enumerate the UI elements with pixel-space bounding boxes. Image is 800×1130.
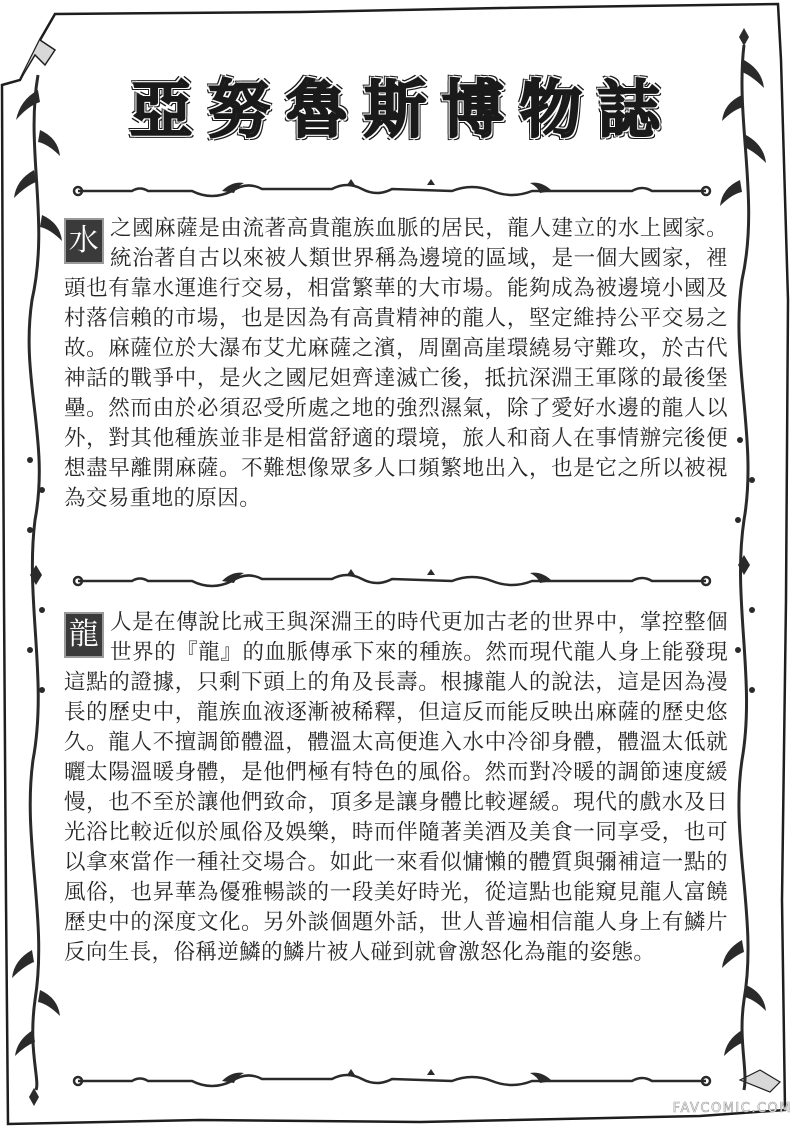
article-section-water-nation xyxy=(64,214,728,514)
section-paragraph: 之國麻薩是由流著高貴龍族血脈的居民，龍人建立的水上國家。統治著自古以來被人類世界稱為邊境的區域，是一個大國家，裡頭也有靠水運進行交易，相當繁華的大市場。能夠成為被邊境小國及村落信賴的市場，也是因為有高貴精神的龍人，堅定維持公平交易之故。麻薩位於大瀑布艾尤麻薩之濱，周圍高崖環繞易守難攻，於古代神話的戰爭中，是火之國尼妲齊達滅亡後，抵抗深淵王軍隊的最後堡壘。然而由於必須忍受所處之地的強烈濕氣，除了愛好水邊的龍人以外，對其他種族並非是相當舒適的環境，旅人和商人在事情辦完後便想盡早離開麻薩。不難想像眾多人口頻繁地出入，也是它之所以被視為交易重地的原因。 xyxy=(64,216,728,511)
section-paragraph: 人是在傳說比戒王與深淵王的時代更加古老的世界中，掌控整個世界的『龍』的血脈傳承下來的種族。然而現代龍人身上能發現這點的證據，只剩下頭上的角及長壽。根據龍人的說法，這是因為漫長的歷史中，龍族血液逐漸被稀釋，但這反而能反映出麻薩的歷史悠久。龍人不擅調節體溫，體溫太高便進入水中冷卻身體，體溫太低就曬太陽溫暖身體，是他們極有特色的風俗。然而對冷暖的調節速度緩慢，也不至於讓他們致命，頂多是讓身體比較遲緩。現代的戲水及日光浴比較近似於風俗及娛樂，時而伴隨著美酒及美食一同享受，也可以拿來當作一種社交場合。如此一來看似慵懶的體質與彌補這一點的風俗，也昇華為優雅暢談的一段美好時光，從這點也能窺見龍人富饒歷史中的深度文化。另外談個題外話，世人普遍相信龍人身上有鱗片反向生長，俗稱逆鱗的鱗片被人碰到就會激怒化為龍的姿態。 xyxy=(64,610,728,965)
article-section-dragonkin xyxy=(64,608,728,968)
title-char: 魯 xyxy=(285,73,348,146)
ornamental-divider-icon xyxy=(72,569,712,591)
title-char: 誌 xyxy=(597,73,660,146)
watermark: FAVCOMIC.COM xyxy=(672,1101,792,1116)
dropcap: 水 xyxy=(64,218,104,264)
title-char: 斯 xyxy=(363,73,426,146)
page-title xyxy=(130,68,660,152)
title-char: 博 xyxy=(441,73,504,146)
title-char: 亞 xyxy=(130,73,193,146)
dropcap: 龍 xyxy=(64,612,104,658)
title-char: 努 xyxy=(207,73,270,146)
ornamental-divider-icon xyxy=(72,1069,712,1091)
title-char: 物 xyxy=(519,73,582,146)
ornamental-divider-icon xyxy=(72,179,712,201)
